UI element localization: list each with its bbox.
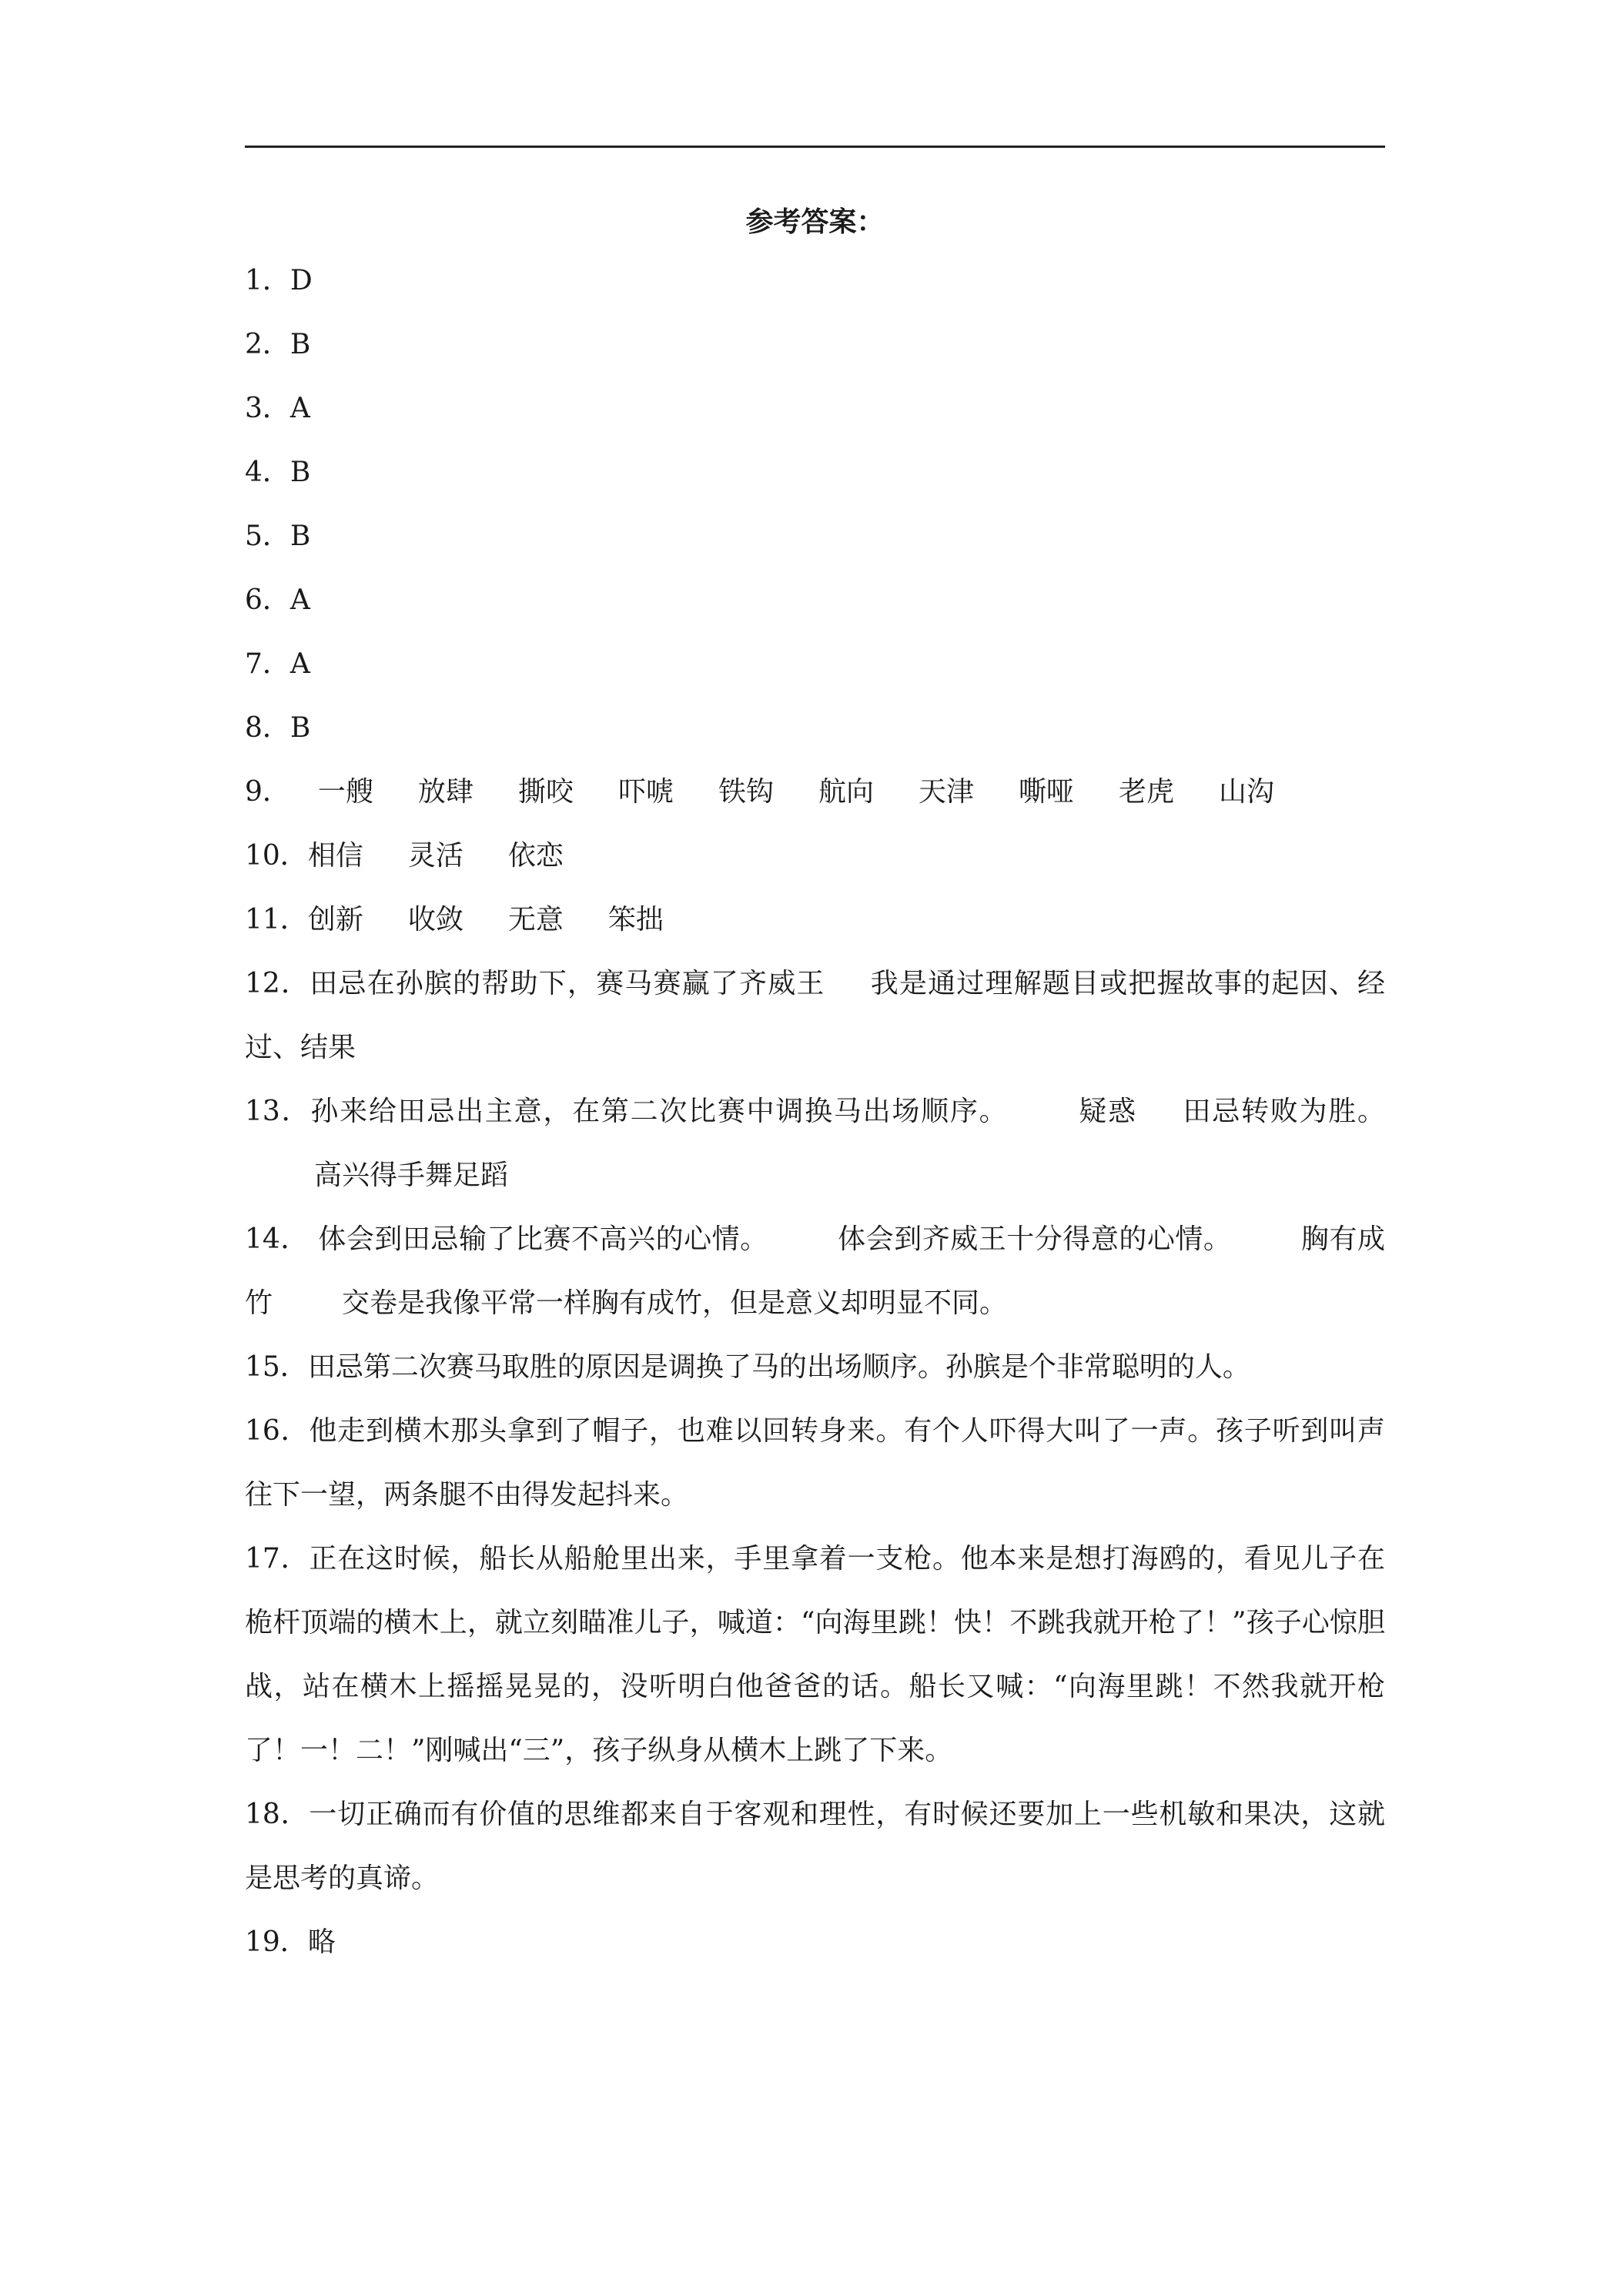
answer-item-17 (245, 1527, 1385, 1782)
answer-number: 11． (245, 904, 308, 935)
answer-number: 3． (245, 393, 290, 424)
answer-text: D (289, 265, 313, 296)
answer-word: 依恋 (507, 840, 564, 872)
answer-part: 孙来给田忌出主意，在第二次比赛中调换马出场顺序。 (310, 1096, 1009, 1127)
answer-text: 田忌第二次赛马取胜的原因是调换了马的出场顺序。孙膑是个非常聪明的人。 (307, 1351, 1250, 1383)
answer-item-11 (245, 888, 1385, 952)
answer-part: 疑惑 (1077, 1096, 1137, 1127)
answer-item-16 (245, 1399, 1385, 1527)
answer-word: 嘶哑 (1019, 776, 1075, 808)
page-title: 参考答案： (745, 206, 885, 238)
answer-number: 19． (245, 1926, 308, 1958)
answer-item-5 (245, 504, 1385, 568)
answer-text: A (289, 584, 310, 616)
answer-item-10 (245, 824, 1385, 888)
answer-number: 5． (245, 520, 290, 552)
answer-number: 14． (245, 1223, 309, 1255)
answer-item-2 (245, 313, 1385, 377)
answer-word: 铁钩 (718, 776, 774, 808)
answer-item-19 (245, 1910, 1385, 1974)
answer-number: 15． (245, 1351, 308, 1383)
answer-word: 一艘 (317, 776, 373, 808)
answer-item-18 (245, 1782, 1385, 1910)
answer-text: B (289, 457, 311, 488)
answer-item-7 (245, 632, 1385, 696)
answer-number: 1． (245, 265, 290, 296)
answer-word: 相信 (307, 840, 363, 872)
answer-word: 创新 (307, 904, 363, 935)
answer-number: 13． (245, 1096, 311, 1127)
answer-number: 17． (245, 1543, 310, 1575)
answer-number: 18． (245, 1799, 310, 1830)
answer-item-12 (245, 952, 1385, 1079)
answer-word: 放肆 (417, 776, 474, 808)
answer-part: 田忌在孙膑的帮助下，赛马赛赢了齐威王 (310, 968, 825, 999)
answer-word: 灵活 (407, 840, 463, 872)
answer-word: 天津 (919, 776, 975, 808)
answer-word: 收敛 (407, 904, 463, 935)
answer-number: 6． (245, 584, 290, 616)
answer-part: 胸有成竹 (245, 1223, 1385, 1319)
answer-item-8 (245, 696, 1385, 760)
answer-list (245, 249, 1385, 1974)
answer-item-1 (245, 249, 1385, 313)
answer-text: A (289, 393, 310, 424)
answer-number: 10． (245, 840, 308, 872)
answer-text: A (289, 648, 310, 680)
answer-number: 7． (245, 648, 290, 680)
answer-item-9 (245, 760, 1385, 824)
answer-word: 山沟 (1219, 776, 1275, 808)
answer-text: B (289, 329, 311, 360)
answer-part: 田忌转败为胜。 (1181, 1096, 1385, 1127)
answer-part: 我是通过理解题目或把握故事的起因、经过、结果 (245, 968, 1385, 1063)
answer-word: 老虎 (1119, 776, 1175, 808)
answer-word: 吓唬 (617, 776, 674, 808)
answer-part: 体会到田忌输了比赛不高兴的心情。 (317, 1223, 768, 1255)
answer-item-6 (245, 568, 1385, 632)
answer-item-15 (245, 1335, 1385, 1399)
answer-item-4 (245, 440, 1385, 504)
answer-word: 航向 (818, 776, 874, 808)
answer-part: 体会到齐威王十分得意的心情。 (837, 1223, 1232, 1255)
answer-number: 12． (245, 968, 310, 999)
answer-number: 2． (245, 329, 290, 360)
answer-item-3 (245, 377, 1385, 440)
header-rule (245, 146, 1385, 148)
answer-text: 正在这时候，船长从船舱里出来，手里拿着一支枪。他本来是想打海鸥的，看见儿子在桅杆顶端的横木上，就立刻瞄准儿子，喊道：“向海里跳！快！不跳我就开枪了！”孩子心惊胆战，站在横木上摇摇晃晃的，没听明白他爸爸的话。船长又喊：“向海里跳！不然我就开枪了！一！二！”刚喊出“三”，孩子纵身从横木上跳了下来。 (245, 1543, 1385, 1766)
answer-part: 高兴得手舞足蹈 (314, 1160, 509, 1191)
answer-number: 9． (245, 776, 290, 808)
answer-text: B (289, 712, 311, 744)
answer-number: 16． (245, 1415, 310, 1447)
answer-text: B (289, 520, 311, 552)
answer-word: 无意 (507, 904, 564, 935)
answer-text: 一切正确而有价值的思维都来自于客观和理性，有时候还要加上一些机敏和果决，这就是思考的真谛。 (245, 1799, 1385, 1894)
answer-item-14 (245, 1207, 1385, 1335)
answer-item-13 (245, 1079, 1385, 1207)
answer-word: 撕咬 (517, 776, 574, 808)
answer-word: 笨拙 (607, 904, 664, 935)
answer-text: 他走到横木那头拿到了帽子，也难以回转身来。有个人吓得大叫了一声。孩子听到叫声往下一望，两条腿不由得发起抖来。 (245, 1415, 1385, 1511)
answer-part: 交卷是我像平常一样胸有成竹，但是意义却明显不同。 (342, 1287, 1008, 1319)
answer-number: 8． (245, 712, 290, 744)
answer-number: 4． (245, 457, 290, 488)
answer-text: 略 (307, 1926, 336, 1958)
